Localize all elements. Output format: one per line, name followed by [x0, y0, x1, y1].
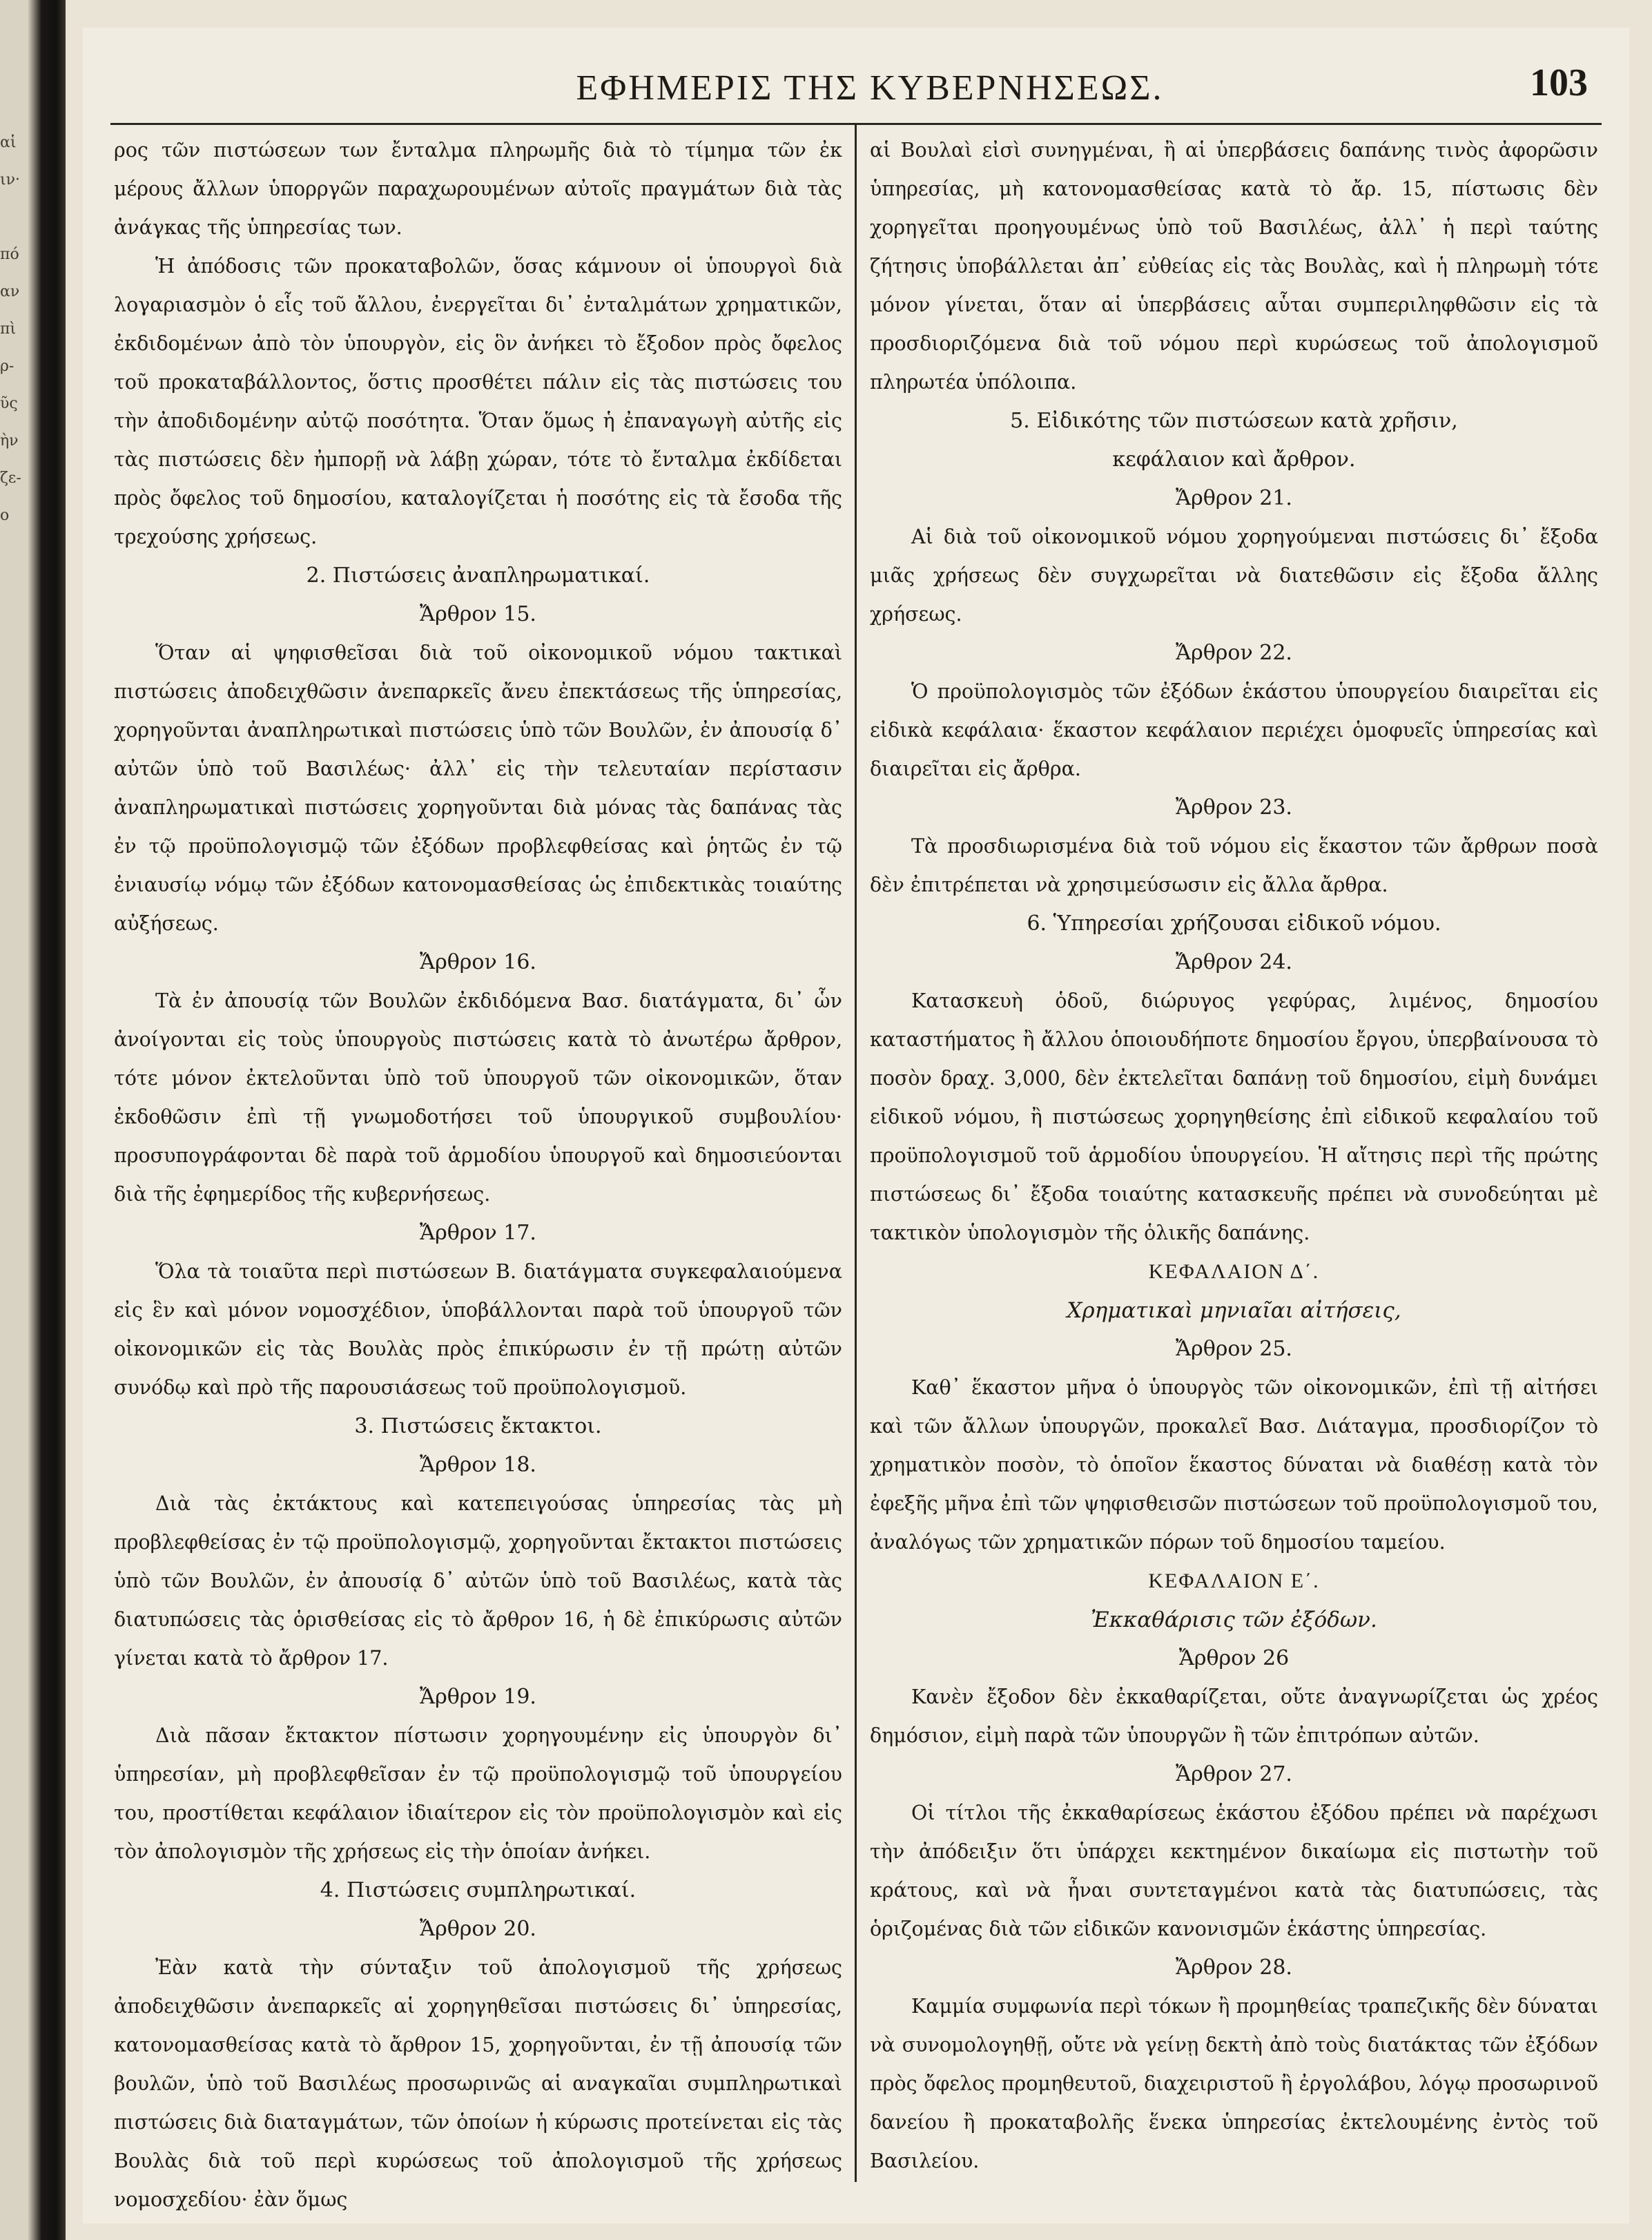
previous-page-fragment: πό [0, 246, 19, 263]
column-divider [855, 124, 857, 2182]
paragraph: Κατασκευὴ ὁδοῦ, διώρυγος γεφύρας, λιμένος, δημοσίου καταστήματος ἢ ἄλλου ὁποιουδήποτε δημοσίου ἔργου, ὑπερβαίνουσα τὸ ποσὸν δραχ. 3,000, δὲν ἐκτελεῖται δαπάνῃ τοῦ δημοσίου, εἰμὴ δυνάμει εἰδικοῦ νόμου, ἢ πιστώσεως χορηγηθείσης ἐπὶ εἰδικοῦ κεφαλαίου τοῦ προϋπολογισμοῦ τοῦ ἁρμοδίου ὑπουργείου. Ἡ αἴτησις περὶ τῆς πρώτης πιστώσεως δι᾽ ἔξοδα τοιαύτης κατασκευῆς πρέπει νὰ συνοδεύηται μὲ τακτικὸν ὑπολογισμὸν τῆς ὁλικῆς δαπάνης. [870, 989, 1598, 1244]
article-heading: Ἄρθρον 26 [1178, 1646, 1290, 1670]
paragraph: Ὁ προϋπολογισμὸς τῶν ἐξόδων ἑκάστου ὑπουργείου διαιρεῖται εἰς εἰδικὰ κεφάλαια· ἕκαστον κεφάλαιον περιέχει ὁμοφυεῖς ὑπηρεσίας καὶ διαιρεῖται εἰς ἄρθρα. [870, 680, 1598, 780]
article-heading: Ἄρθρον 18. [420, 1453, 536, 1477]
paragraph: Ἡ ἀπόδοσις τῶν προκαταβολῶν, ὅσας κάμνουν οἱ ὑπουργοὶ διὰ λογαριασμὸν ὁ εἷς τοῦ ἄλλου, ἐνεργεῖται δι᾽ ἐνταλμάτων χρηματικῶν, ἐκδιδομένων ἀπὸ τὸν ὑπουργὸν, εἰς ὃν ἀνήκει τὸ ἔξοδον πρὸς ὄφελος τοῦ προκαταβάλλοντος, ὅστις προσθέτει πάλιν εἰς τὰς πιστώσεις του τὴν ἀποδιδομένην αὐτῷ ποσότητα. Ὅταν ὅμως ἡ ἐπαναγωγὴ αὐτῆς εἰς τὰς πιστώσεις δὲν ἠμπορῇ νὰ λάβῃ χώραν, τότε τὸ ἔνταλμα ἐκδίδεται πρὸς ὄφελος τοῦ δημοσίου, καταλογίζεται ἡ ποσότης εἰς τὰ ἔσοδα τῆς τρεχούσης χρήσεως. [114, 255, 842, 548]
previous-page-edge [0, 124, 28, 534]
paragraph: ρος τῶν πιστώσεων των ἔνταλμα πληρωμῆς διὰ τὸ τίμημα τῶν ἐκ μέρους ἄλλων ὑπορργῶν παραχωρουμένων αὐτοῖς πραγμάτων διὰ τὰς ἀνάγκας τῆς ὑπηρεσίας των. [114, 139, 842, 239]
article-heading: Ἄρθρον 19. [420, 1685, 536, 1709]
article-heading: Ἄρθρον 16. [420, 950, 536, 974]
previous-page-fragment: ὴν [0, 432, 19, 450]
previous-page-fragment: αἱ [0, 134, 17, 151]
article-heading: Ἄρθρον 20. [420, 1917, 536, 1941]
newspaper-page [83, 28, 1629, 2223]
section-heading: 2. Πιστώσεις ἀναπληρωματικαί. [306, 563, 650, 588]
paragraph: Διὰ τὰς ἐκτάκτους καὶ κατεπειγούσας ὑπηρεσίας τὰς μὴ προβλεφθείσας ἐν τῷ προϋπολογισμῷ, χορηγοῦνται ἔκτακτοι πιστώσεις ὑπὸ τῶν Βουλῶν, ἐν ἀπουσίᾳ δ᾽ αὐτῶν ὑπὸ τοῦ Βασιλέως, κατὰ τὰς διατυπώσεις τὰς ὁρισθείσας εἰς τὸ ἄρθρον 16, ἡ δὲ ἐπικύρωσις αὐτῶν γίνεται κατὰ τὸ ἄρθρον 17. [114, 1492, 842, 1670]
chapter-subtitle: Χρηματικαὶ μηνιαῖαι αἰτήσεις, [1067, 1298, 1401, 1323]
article-heading: Ἄρθρον 17. [420, 1221, 536, 1245]
page-title: ΕΦΗΜΕΡΙΣ ΤΗΣ ΚΥΒΕΡΝΗΣΕΩΣ. [576, 68, 1164, 108]
article-heading: Ἄρθρον 15. [420, 602, 536, 626]
chapter-heading: ΚΕΦΑΛΑΙΟΝ Ε΄. [1148, 1570, 1320, 1592]
previous-page-fragment [0, 199, 28, 236]
page-number: 103 [1530, 61, 1588, 104]
article-heading: Ἄρθρον 28. [1176, 1956, 1292, 1980]
previous-page-fragment: ζε- [0, 470, 21, 487]
paragraph: Ὅταν αἱ ψηφισθεῖσαι διὰ τοῦ οἰκονομικοῦ νόμου τακτικαὶ πιστώσεις ἀποδειχθῶσιν ἀνεπαρκεῖς ἄνευ ἐπεκτάσεως τῆς ὑπηρεσίας, χορηγοῦνται ἀναπληρωτικαὶ πιστώσεις ὑπὸ τῶν Βουλῶν, ἐν ἀπουσίᾳ δ᾽ αὐτῶν ὑπὸ τοῦ Βασιλέως· ἀλλ᾽ εἰς τὴν τελευταίαν περίστασιν ἀναπληρωματικαὶ πιστώσεις χορηγοῦνται διὰ μόνας τὰς δαπάνας τὰς ἐν τῷ προϋπολογισμῷ τῶν ἐξόδων προβλεφθείσας καὶ ῥητῶς ἐν τῷ ἐνιαυσίῳ νόμῳ τῶν ἐξόδων κατονομασθείσας ὡς ἐπιδεκτικὰς τοιαύτης αὐξήσεως. [114, 641, 842, 935]
section-heading: κεφάλαιον καὶ ἄρθρον. [1112, 447, 1356, 472]
paragraph: Οἱ τίτλοι τῆς ἐκκαθαρίσεως ἑκάστου ἐξόδου πρέπει νὰ παρέχωσι τὴν ἀπόδειξιν ὅτι ὑπάρχει κεκτημένον δικαίωμα εἰς πιστωτὴν τοῦ κράτους, καὶ νὰ ἦναι συντεταγμένοι κατὰ τὰς διατυπώσεις, τὰς ὁριζομένας διὰ τῶν εἰδικῶν κανονισμῶν ἑκάστης ὑπηρεσίας. [870, 1802, 1598, 1940]
previous-page-fragment: αν [0, 283, 20, 300]
paragraph: Διὰ πᾶσαν ἔκτακτον πίστωσιν χορηγουμένην εἰς ὑπουργὸν δι᾽ ὑπηρεσίαν, μὴ προβλεφθεῖσαν ἐν τῷ προϋπολογισμῷ τοῦ ὑπουργείου του, προστίθεται κεφάλαιον ἰδιαίτερον εἰς τὸν προϋπολογισμὸν καὶ εἰς τὸν ἀπολογισμὸν τῆς χρήσεως εἰς τὴν ὁποίαν ἀνήκει. [114, 1724, 842, 1863]
page-header [83, 48, 1629, 117]
paragraph: Καθ᾽ ἕκαστον μῆνα ὁ ὑπουργὸς τῶν οἰκονομικῶν, ἐπὶ τῇ αἰτήσει καὶ τῶν ἄλλων ὑπουργῶν, προκαλεῖ Βασ. Διάταγμα, προσδιορίζον τὸ χρηματικὸν ποσὸν, τὸ ὁποῖον ἕκαστος δύναται νὰ διαθέσῃ κατὰ τὸν ἐφεξῆς μῆνα ἐπὶ τῶν ψηφισθεισῶν πιστώσεων τοῦ προϋπολογισμοῦ του, ἀναλόγως τῶν χρηματικῶν πόρων τοῦ δημοσίου ταμείου. [870, 1376, 1598, 1554]
previous-page-fragment: ιν· [0, 171, 20, 189]
right-column [870, 131, 1598, 2181]
chapter-subtitle: Ἐκκαθάρισις τῶν ἐξόδων. [1091, 1607, 1377, 1632]
paragraph: Τὰ ἐν ἀπουσίᾳ τῶν Βουλῶν ἐκδιδόμενα Βασ. διατάγματα, δι᾽ ὧν ἀνοίγονται εἰς τοὺς ὑπουργοὺς πιστώσεις κατὰ τὸ ἀνωτέρω ἄρθρον, τότε μόνον ἐκτελοῦνται ὑπὸ τοῦ ὑπουργοῦ τῶν οἰκονομικῶν, ὅταν ἐκδοθῶσιν ἐπὶ τῇ γνωμοδοτήσει τοῦ ὑπουργικοῦ συμβουλίου· προσυπογράφονται δὲ παρὰ τοῦ ἁρμοδίου ὑπουργοῦ καὶ δημοσιεύονται διὰ τῆς ἐφημερίδος τῆς κυβερνήσεως. [114, 989, 842, 1206]
section-heading: 5. Εἰδικότης τῶν πιστώσεων κατὰ χρῆσιν, [1010, 409, 1458, 433]
paragraph: Καμμία συμφωνία περὶ τόκων ἢ προμηθείας τραπεζικῆς δὲν δύναται νὰ συνομολογηθῇ, οὔτε νὰ γείνῃ δεκτὴ ἀπὸ τοὺς διατάκτας τῶν ἐξόδων πρὸς ὄφελος προμηθευτοῦ, διαχειριστοῦ ἢ ἐργολάβου, λόγῳ προσωρινοῦ δανείου ἢ προκαταβολῆς ἕνεκα ὑπηρεσίας ἐκτελουμένης ἐντὸς τοῦ Βασιλείου. [870, 1995, 1598, 2172]
article-heading: Ἄρθρον 25. [1176, 1337, 1292, 1361]
paragraph: αἱ Βουλαὶ εἰσὶ συνηγμέναι, ἢ αἱ ὑπερβάσεις δαπάνης τινὸς ἀφορῶσιν ὑπηρεσίας, μὴ κατονομασθείσας κατὰ τὸ ἄρ. 15, πίστωσις δὲν χορηγεῖται προηγουμένως ὑπὸ τοῦ Βασιλέως, ἀλλ᾽ ἡ περὶ ταύτης ζήτησις ὑποβάλλεται ἀπ᾽ εὐθείας εἰς τὰς Βουλὰς, καὶ ἡ πληρωμὴ τότε μόνον γίνεται, ὅταν αἱ ὑπερβάσεις αὗται συμπεριληφθῶσιν εἰς τὰ προσδιοριζόμενα διὰ τοῦ νόμου περὶ κυρώσεως τοῦ ἀπολογισμοῦ πληρωτέα ὑπόλοιπα. [870, 139, 1598, 394]
paragraph: Κανὲν ἔξοδον δὲν ἐκκαθαρίζεται, οὔτε ἀναγνωρίζεται ὡς χρέος δημόσιον, εἰμὴ παρὰ τῶν ὑπουργῶν ἢ τῶν ἐπιτρόπων αὐτῶν. [870, 1686, 1598, 1747]
article-heading: Ἄρθρον 27. [1176, 1762, 1292, 1786]
article-heading: Ἄρθρον 24. [1176, 950, 1292, 974]
paragraph: Ἐὰν κατὰ τὴν σύνταξιν τοῦ ἀπολογισμοῦ τῆς χρήσεως ἀποδειχθῶσιν ἀνεπαρκεῖς αἱ χορηγηθεῖσαι πιστώσεις δι᾽ ὑπηρεσίας, κατονομασθείσας κατὰ τὸ ἄρθρον 15, χορηγοῦνται, ἐν τῇ ἀπουσίᾳ τῶν βουλῶν, ὑπὸ τοῦ Βασιλέως προσωρινῶς αἱ αναγκαῖαι συμπληρωτικαὶ πιστώσεις διὰ διαταγμάτων, τῶν ὁποίων ἡ κύρωσις προτείνεται εἰς τὰς Βουλὰς διὰ τοῦ περὶ κυρώσεως τοῦ ἀπολογισμοῦ τῆς χρήσεως νομοσχεδίου· ἐὰν ὅμως [114, 1956, 842, 2211]
section-heading: 3. Πιστώσεις ἔκτακτοι. [354, 1414, 602, 1438]
paragraph: Ὅλα τὰ τοιαῦτα περὶ πιστώσεων Β. διατάγματα συγκεφαλαιούμενα εἰς ἓν καὶ μόνον νομοσχέδιον, ὑποβάλλονται παρὰ τοῦ ὑπουργοῦ τῶν οἰκονομικῶν εἰς τὰς Βουλὰς πρὸς ἐπικύρωσιν ἐν τῇ πρώτῃ αὐτῶν συνόδῳ καὶ πρὸ τῆς παρουσιάσεως τοῦ προϋπολογισμοῦ. [114, 1260, 842, 1399]
previous-page-fragment: ῦς [0, 395, 18, 412]
previous-page-fragment: ρ- [0, 358, 14, 375]
article-heading: Ἄρθρον 23. [1176, 795, 1292, 820]
section-heading: 4. Πιστώσεις συμπληρωτικαί. [320, 1878, 636, 1902]
chapter-heading: ΚΕΦΑΛΑΙΟΝ Δ΄. [1148, 1260, 1320, 1283]
previous-page-fragment: πὶ [0, 320, 17, 338]
paragraph: Αἱ διὰ τοῦ οἰκονομικοῦ νόμου χορηγούμεναι πιστώσεις δι᾽ ἔξοδα μιᾶς χρήσεως δὲν συγχωρεῖται νὰ διατεθῶσιν εἰς ἔξοδα ἄλλης χρήσεως. [870, 525, 1598, 626]
section-heading: 6. Ὑπηρεσίαι χρήζουσαι εἰδικοῦ νόμου. [1027, 911, 1441, 936]
paragraph: Τὰ προσδιωρισμένα διὰ τοῦ νόμου εἰς ἕκαστον τῶν ἄρθρων ποσὰ δὲν ἐπιτρέπεται νὰ χρησιμεύσωσιν εἰς ἄλλα ἄρθρα. [870, 835, 1598, 896]
article-heading: Ἄρθρον 22. [1176, 641, 1292, 665]
left-column [114, 131, 842, 2219]
previous-page-fragment: ο [0, 507, 10, 524]
article-heading: Ἄρθρον 21. [1176, 486, 1292, 510]
